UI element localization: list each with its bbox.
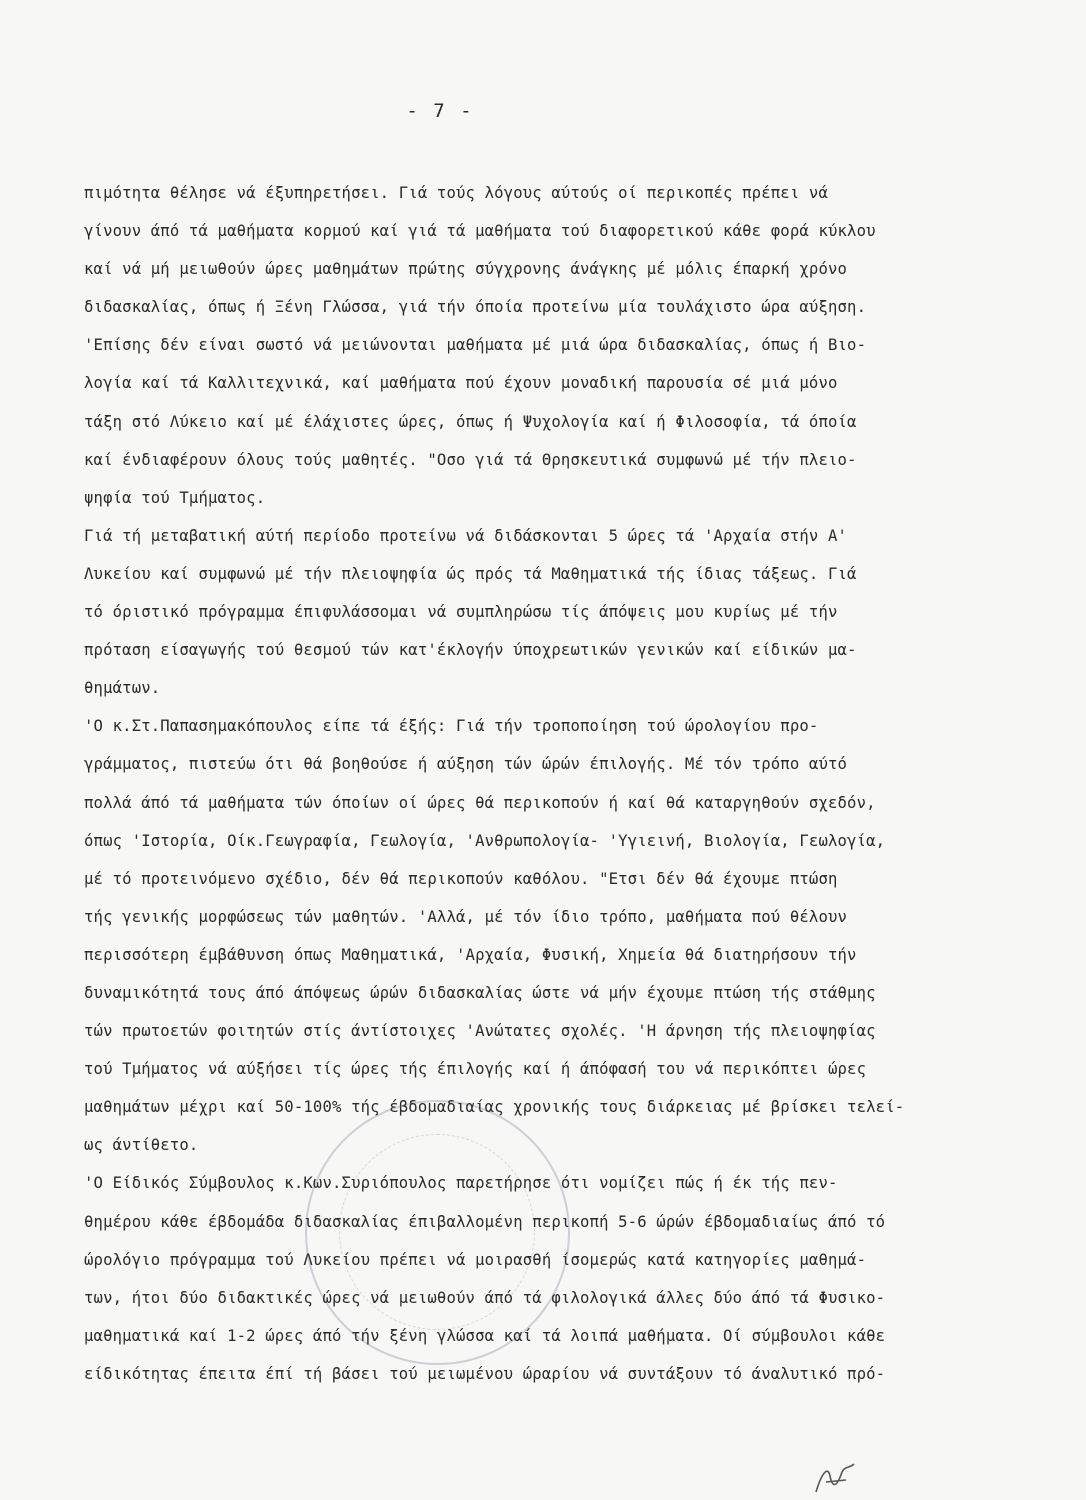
text-line: τού Τμήματος νά αύξήσει τίς ώρες τής έπιλογής καί ή άπόφασή του νά περικόπτει ώρες (84, 1060, 867, 1079)
text-line: γίνουν άπό τά μαθήματα κορμού καί γιά τά μαθήματα τού διαφορετικού κάθε φορά κύκλου (84, 222, 876, 241)
signature-mark (812, 1462, 858, 1498)
text-line: 'Ο κ.Στ.Παπασημακόπουλος είπε τά έξής: Γιά τήν τροποποίηση τού ώρολογίου προ- (84, 717, 819, 736)
text-line: καί νά μή μειωθούν ώρες μαθημάτων πρώτης σύγχρονης άνάγκης μέ μόλις έπαρκή χρόνο (84, 260, 848, 279)
text-line: είδικότητας έπειτα έπί τή βάσει τού μειωμένου ώραρίου νά συντάξουν τό άναλυτικό πρό- (84, 1364, 886, 1383)
text-line: καί ένδιαφέρουν όλους τούς μαθητές. "Οσο γιά τά Θρησκευτικά συμφωνώ μέ τήν πλειο- (84, 450, 857, 469)
text-line: τάξη στό Λύκειο καί μέ έλάχιστες ώρες, όπως ή Ψυχολογία καί ή Φιλοσοφία, τά όποία (84, 412, 857, 431)
text-line: 'Ο Είδικός Σύμβουλος κ.Κων.Συριόπουλος παρετήρησε ότι νομίζει πώς ή έκ τής πεν- (84, 1174, 838, 1193)
text-line: των, ήτοι δύο διδακτικές ώρες νά μειωθούν άπό τά φιλολογικά άλλες δύο άπό τά Φυσικο- (84, 1288, 886, 1307)
text-line: θημάτων. (84, 679, 161, 698)
page-number: - 7 - (406, 100, 474, 122)
text-line: γράμματος, πιστεύω ότι θά βοηθούσε ή αύξηση τών ώρών έπιλογής. Μέ τόν τρόπο αύτό (84, 755, 848, 774)
text-line: ψηφία τού Τμήματος. (84, 488, 266, 507)
text-line: τών πρωτοετών φοιτητών στίς άντίστοιχες 'Ανώτατες σχολές. 'Η άρνηση τής πλειοψηφίας (84, 1022, 876, 1041)
text-line: δυναμικότητά τους άπό άπόψεως ώρών διδασκαλίας ώστε νά μήν έχουμε πτώση τής στάθμης (84, 983, 876, 1002)
body-text (84, 180, 1074, 1399)
text-line: όπως 'Ιστορία, Οίκ.Γεωγραφία, Γεωλογία, 'Ανθρωπολογία- 'Υγιεινή, Βιολογία, Γεωλογία, (84, 831, 886, 850)
text-line: μαθημάτων μέχρι καί 50-100% τής έβδομαδιαίας χρονικής τους διάρκειας μέ βρίσκει τελεί- (84, 1098, 905, 1117)
text-line: περισσότερη έμβάθυνση όπως Μαθηματικά, 'Αρχαία, Φυσική, Χημεία θά διατηρήσουν τήν (84, 945, 857, 964)
text-line: πιμότητα θέλησε νά έξυπηρετήσει. Γιά τούς λόγους αύτούς οί περικοπές πρέπει νά (84, 184, 828, 202)
text-line: Γιά τή μεταβατική αύτή περίοδο προτείνω νά διδάσκονται 5 ώρες τά 'Αρχαία στήν Α' (84, 526, 848, 545)
text-line: τό όριστικό πρόγραμμα έπιφυλάσσομαι νά συμπληρώσω τίς άπόψεις μου κυρίως μέ τήν (84, 603, 838, 622)
text-line: ως άντίθετο. (84, 1136, 199, 1155)
text-line: ώρολόγιο πρόγραμμα τού Λυκείου πρέπει νά μοιρασθή ίσομερώς κατά κατηγορίες μαθημά- (84, 1250, 867, 1269)
official-stamp (305, 1100, 570, 1365)
text-line: πολλά άπό τά μαθήματα τών όποίων οί ώρες θά περικοπούν ή καί θά καταργηθούν σχεδόν, (84, 793, 876, 812)
text-line: λογία καί τά Καλλιτεχνικά, καί μαθήματα πού έχουν μοναδική παρουσία σέ μιά μόνο (84, 374, 838, 393)
text-line: τής γενικής μορφώσεως τών μαθητών. 'Αλλά, μέ τόν ίδιο τρόπο, μαθήματα πού θέλουν (84, 907, 848, 926)
text-line: διδασκαλίας, όπως ή Ξένη Γλώσσα, γιά τήν όποία προτείνω μία τουλάχιστο ώρα αύξηση. (84, 298, 867, 317)
text-line: μέ τό προτεινόμενο σχέδιο, δέν θά περικοπούν καθόλου. "Ετσι δέν θά έχουμε πτώση (84, 869, 838, 888)
text-line: 'Επίσης δέν είναι σωστό νά μειώνονται μαθήματα μέ μιά ώρα διδασκαλίας, όπως ή Βιο- (84, 336, 867, 355)
text-line: μαθηματικά καί 1-2 ώρες άπό τήν ξένη γλώσσα καί τά λοιπά μαθήματα. Οί σύμβουλοι κάθε (84, 1326, 886, 1345)
text-line: πρόταση είσαγωγής τού θεσμού τών κατ'έκλογήν ύποχρεωτικών γενικών καί είδικών μα- (84, 641, 857, 660)
text-line: Λυκείου καί συμφωνώ μέ τήν πλειοψηφία ώς πρός τά Μαθηματικά τής ίδιας τάξεως. Γιά (84, 564, 857, 583)
text-line: θημέρου κάθε έβδομάδα διδασκαλίας έπιβαλλομένη περικοπή 5-6 ώρών έβδομαδιαίως άπό τό (84, 1212, 886, 1231)
stamp-inner-ring (339, 1134, 535, 1330)
